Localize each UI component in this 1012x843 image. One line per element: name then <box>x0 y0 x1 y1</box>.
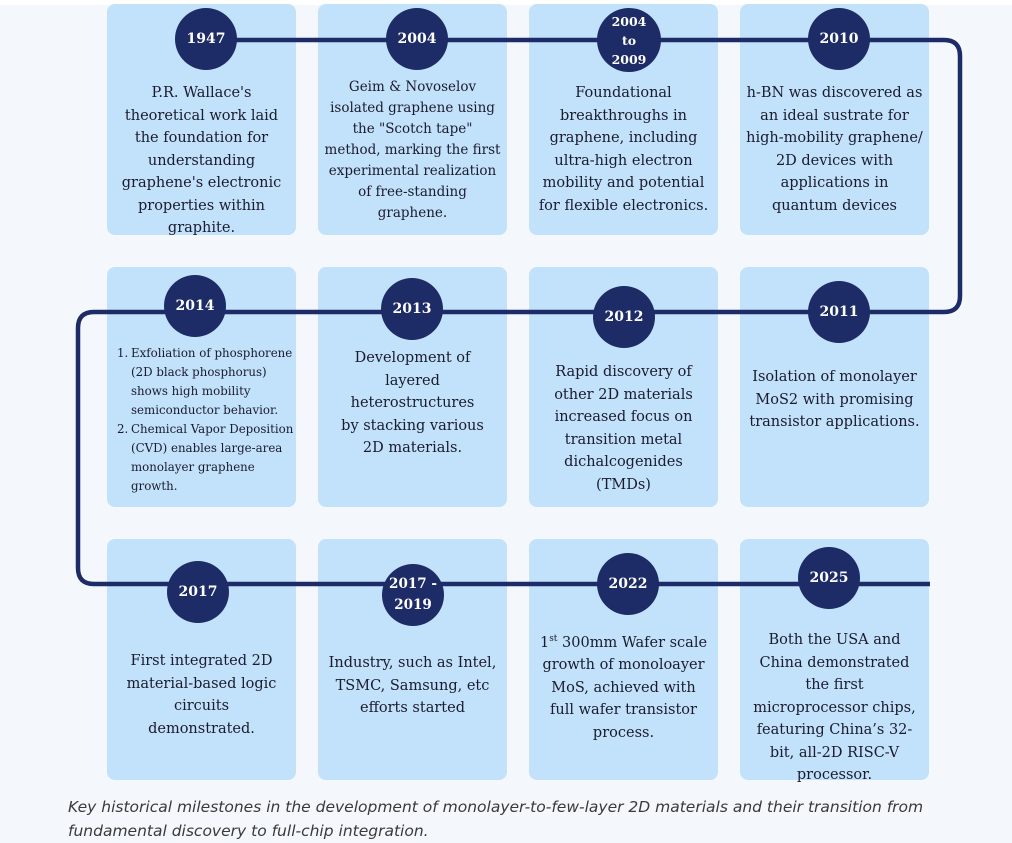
list-item-number: 2. <box>117 422 129 436</box>
year-label: 2022 <box>608 575 648 592</box>
year-label: 2017 <box>178 583 218 600</box>
year-label-end: 2019 <box>394 597 432 613</box>
ordinal-suffix: st <box>549 634 558 644</box>
year-node-2010 <box>808 8 870 70</box>
ordinal-number: 1 <box>539 634 550 651</box>
year-node-2004-2009 <box>597 8 661 72</box>
list-item-text: Chemical Vapor Deposition (CVD) enables large-area monolayer graphene growth. <box>131 422 294 493</box>
milestone-body-2022: growth of monoloayer MoS, achieved with full wafer transistor process. <box>542 657 705 741</box>
year-label: 2013 <box>392 300 432 317</box>
milestone-text-2004-2009: Foundational breakthroughs in graphene, including ultra-high electron mobility and potential for flexible electronics. <box>538 85 709 214</box>
year-node-2013 <box>381 278 443 340</box>
year-node-2014 <box>164 275 226 337</box>
year-label: 2025 <box>809 569 849 586</box>
list-item-text: Exfoliation of phosphorene (2D black phosphorus) shows high mobility semiconductor behavior. <box>131 346 293 417</box>
milestone-text-2025: Both the USA and China demonstrated the first microprocessor chips, featuring China’s 32-bit, all-2D RISC-V processor. <box>753 632 916 783</box>
year-label-to: to <box>621 32 637 48</box>
year-node-2025 <box>798 547 860 609</box>
year-node-2017 <box>167 561 229 623</box>
year-node-2017-2019 <box>382 564 444 626</box>
year-label: 2012 <box>604 308 644 325</box>
milestone-text-2013: Development of layered heterostructures by stacking various 2D materials. <box>341 350 484 456</box>
year-node-2012 <box>593 286 655 348</box>
milestone-line-rest: 300mm Wafer scale <box>557 634 708 651</box>
year-label: 1947 <box>186 30 226 47</box>
year-node-2004 <box>386 8 448 70</box>
year-label-start: 2017 - <box>389 576 437 592</box>
year-label: 2014 <box>175 297 215 314</box>
milestone-text-2010: h-BN was discovered as an ideal sustrate for high-mobility graphene/ 2D devices with applications in quantum devices <box>746 85 923 214</box>
year-node-2022 <box>597 553 659 615</box>
milestone-text-2017-2019: Industry, such as Intel, TSMC, Samsung, etc efforts started <box>328 655 497 716</box>
milestone-text-2004: Geim & Novoselov isolated graphene using the "Scotch tape" method, marking the first experimental realization of free-standing graphene. <box>324 79 501 221</box>
year-label: 2011 <box>819 303 859 320</box>
year-label: 2010 <box>819 30 859 47</box>
milestone-text-1947: P.R. Wallace's theoretical work laid the foundation for understanding graphene's electronic properties within graphite. <box>121 85 282 236</box>
list-item-number: 1. <box>117 346 129 360</box>
year-label: 2004 <box>397 30 437 47</box>
milestone-text-2011: Isolation of monolayer MoS2 with promising transistor applications. <box>749 369 920 430</box>
year-node-2011 <box>808 281 870 343</box>
milestone-text-2017: First integrated 2D material-based logic circuits demonstrated. <box>126 653 277 737</box>
year-node-1947 <box>175 8 237 70</box>
milestone-text-2012: Rapid discovery of other 2D materials increased focus on transition metal dichalcogenides (TMDs) <box>554 364 693 493</box>
year-label-start: 2004 <box>611 13 647 29</box>
figure-caption: Key historical milestones in the development of monolayer-to-few-layer 2D materials and their transition from fundamental discovery to full-chip integration. <box>68 798 924 840</box>
year-label-end: 2009 <box>611 51 647 67</box>
